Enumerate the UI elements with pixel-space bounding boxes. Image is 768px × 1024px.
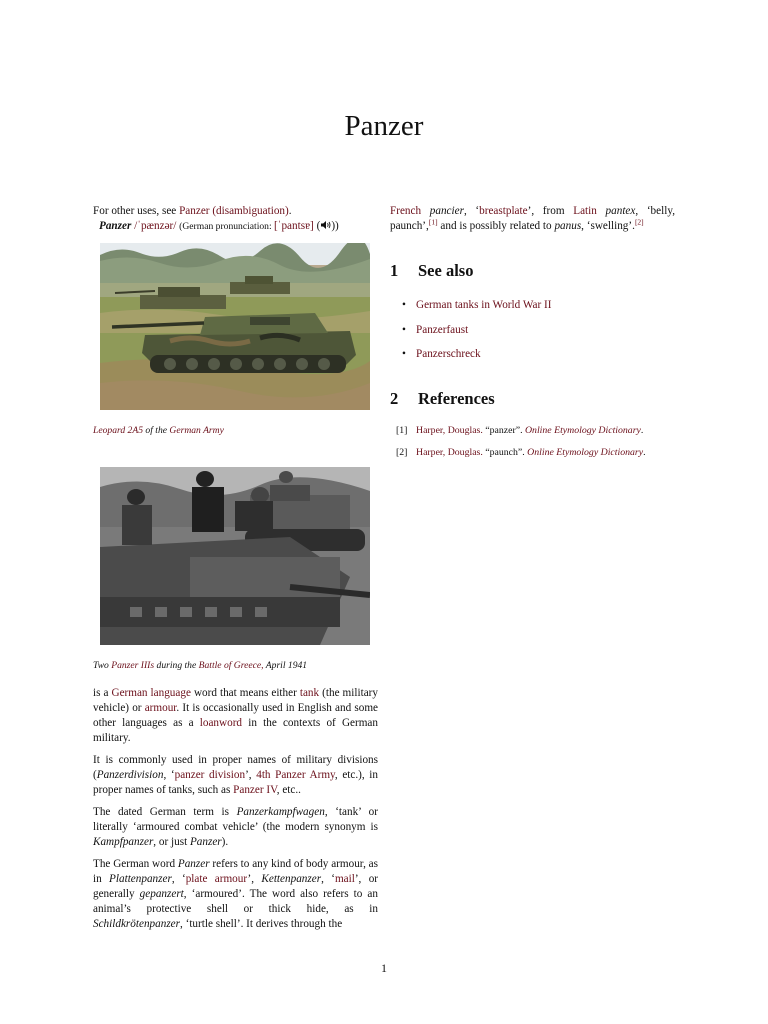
leopard-tank-photo	[100, 243, 370, 410]
reference-title: “panzer”.	[482, 425, 525, 436]
text: , ‘tank’ or literally ‘armoured combat vehicle’ (the modern synonym is	[93, 806, 378, 833]
list-item	[390, 347, 551, 362]
section-number: 2	[390, 389, 399, 408]
leopard-2a5-link[interactable]: Leopard 2A5	[93, 425, 144, 436]
italic-term: Kettenpanzer	[261, 873, 322, 885]
see-also-link-panzerschreck[interactable]: Panzerschreck	[416, 348, 481, 360]
loanword-link[interactable]: loanword	[199, 717, 243, 729]
reference-item	[396, 446, 676, 460]
paragraph-divisions	[93, 753, 378, 798]
text: refers to any kind of body armour, as in	[93, 858, 378, 885]
text: , ‘swelling’.	[581, 220, 635, 232]
reference-number: [2]	[396, 446, 408, 458]
references-heading	[390, 389, 495, 409]
paragraph-intro	[93, 686, 378, 746]
italic-term: Schildkrötenpanzer	[93, 918, 180, 930]
paragraph-etymology	[390, 204, 675, 234]
italic-term: panus	[554, 220, 582, 232]
text: , ‘armoured’. The word also refers to an animal’s protective shell or thick hide, as in	[93, 888, 378, 915]
armour-link[interactable]: armour	[144, 702, 177, 714]
section-number: 1	[390, 261, 399, 280]
text: is a	[93, 687, 112, 699]
text: , ‘	[463, 205, 480, 217]
caption-text: of the	[143, 425, 170, 436]
ipa-link[interactable]: /ˈpænzər/	[134, 220, 177, 232]
italic-term: Kampfpanzer	[93, 836, 154, 848]
figure1-caption	[93, 424, 378, 437]
text: .	[640, 425, 644, 436]
text: .	[643, 446, 646, 458]
tank-link[interactable]: tank	[299, 687, 320, 699]
text: , ‘	[321, 873, 335, 885]
panzer-iii-photo	[100, 467, 370, 645]
speaker-icon[interactable]	[320, 220, 331, 235]
german-ipa-link[interactable]: [ˈpantsɐ]	[274, 220, 314, 232]
footnote-ref-2[interactable]: [2]	[634, 217, 644, 227]
mail-link[interactable]: mail	[334, 873, 355, 885]
speaker-open: (	[313, 220, 321, 232]
text: ’, or generally	[93, 873, 379, 900]
list-item	[390, 298, 551, 313]
text: , or just	[153, 836, 190, 848]
paragraph-body-armour	[93, 857, 378, 932]
reference-number: [1]	[396, 425, 408, 436]
text: , ‘	[163, 769, 175, 781]
text: , ‘	[171, 873, 186, 885]
page-number: 1	[381, 961, 387, 975]
text: ).	[221, 836, 229, 848]
disambiguation-link[interactable]: Panzer (disambiguation)	[179, 205, 289, 217]
see-also-list	[390, 298, 551, 372]
breastplate-link[interactable]: breastplate	[479, 205, 528, 217]
hatnote-prefix: For other uses, see	[93, 205, 180, 217]
see-also-link-german-tanks[interactable]: German tanks in World War II	[416, 299, 552, 311]
caption-text: Two	[93, 660, 112, 671]
reference-source-link[interactable]: Online Etymology Dictionary	[527, 446, 644, 458]
text: It is commonly used in proper names of military divisions (	[93, 754, 378, 781]
german-pronunciation-label: (German pronunciation:	[179, 221, 275, 232]
german-army-link[interactable]: German Army	[169, 425, 224, 436]
caption-text: during the	[154, 660, 199, 671]
panzer-iiis-link[interactable]: Panzer IIIs	[111, 660, 155, 671]
text: . It is occasionally used in English and some other languages as a	[93, 702, 378, 729]
italic-term: pancier	[429, 205, 464, 217]
italic-term: Plattenpanzer	[109, 873, 172, 885]
footnote-ref-1[interactable]: [1]	[428, 217, 438, 227]
italic-term: Panzerdivision	[96, 769, 164, 781]
reference-author-link[interactable]: Harper, Douglas.	[416, 425, 483, 436]
section-title: See also	[418, 261, 474, 280]
text: ’,	[245, 769, 257, 781]
plate-armour-link[interactable]: plate armour	[185, 873, 248, 885]
text: in the contexts of German military.	[93, 717, 378, 744]
text: , ‘belly, paunch’,	[390, 205, 675, 232]
text: (the military vehicle) or	[93, 687, 378, 714]
text: word that means either	[190, 687, 300, 699]
text	[597, 205, 606, 217]
section-title: References	[418, 389, 495, 408]
4th-panzer-army-link[interactable]: 4th Panzer Army	[256, 769, 335, 781]
reference-source-link[interactable]: Online Etymology Dictionary	[524, 425, 641, 436]
italic-term: Panzer	[177, 858, 210, 870]
text	[421, 205, 430, 217]
reference-item	[396, 424, 676, 438]
hatnote	[93, 204, 378, 219]
body-text	[93, 686, 378, 932]
references-list	[396, 424, 676, 467]
paragraph-dated-term	[93, 805, 378, 850]
latin-link[interactable]: Latin	[573, 205, 597, 217]
see-also-heading	[390, 261, 473, 281]
text: and is possibly related to	[437, 220, 555, 232]
panzer-iv-link[interactable]: Panzer IV	[233, 784, 277, 796]
see-also-link-panzerfaust[interactable]: Panzerfaust	[416, 323, 469, 336]
german-language-link[interactable]: German language	[111, 687, 191, 699]
text: The German word	[93, 858, 178, 870]
text: The dated German term is	[93, 806, 237, 818]
bullet-icon: •	[402, 299, 406, 311]
right-column	[390, 204, 675, 241]
speaker-close: ))	[331, 220, 339, 232]
page-title: Panzer	[344, 110, 424, 142]
text: ’, from	[527, 205, 574, 217]
text: ’,	[247, 873, 262, 885]
text: , ‘turtle shell’. It derives through the	[180, 918, 343, 930]
italic-term: gepanzert	[139, 888, 184, 900]
italic-term: Panzerkampfwagen	[236, 806, 325, 818]
italic-term: Panzer	[189, 836, 222, 848]
bullet-icon: •	[402, 323, 406, 336]
caption-text: April 1941	[263, 660, 308, 671]
reference-title: “paunch”.	[482, 446, 528, 458]
french-link[interactable]: French	[390, 205, 422, 217]
left-column	[93, 204, 378, 939]
italic-term: pantex	[605, 205, 636, 217]
figure2-caption	[93, 659, 378, 672]
text: , etc.), in proper names of tanks, such as	[93, 769, 378, 796]
text: , etc..	[276, 784, 301, 796]
battle-of-greece-link[interactable]: Battle of Greece,	[198, 660, 264, 671]
pronunciation-line	[93, 219, 378, 235]
hatnote-suffix: .	[288, 205, 292, 217]
list-item	[390, 323, 551, 338]
bullet-icon: •	[402, 348, 406, 360]
lead-word: Panzer	[99, 220, 132, 232]
panzer-division-link[interactable]: panzer division	[174, 769, 246, 781]
reference-author-link[interactable]: Harper, Douglas.	[416, 446, 483, 458]
